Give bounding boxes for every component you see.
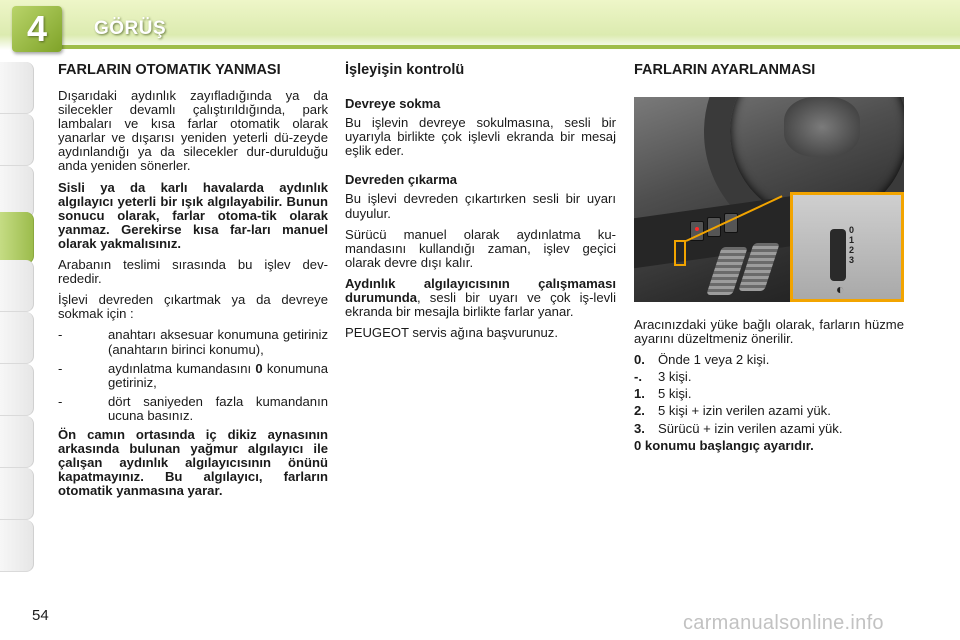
- manual-override-text: Sürücü manuel olarak aydınlatma ku-mandasını kullandığı zaman, işlev geçici olarak devre dışı kalır.: [345, 226, 616, 270]
- chapter-tab-2[interactable]: [0, 114, 34, 166]
- chapter-tab-8[interactable]: [0, 416, 34, 468]
- auto-lighting-column: [58, 62, 328, 505]
- headlamp-beam-icon: ◐: [836, 281, 845, 297]
- list-item: - anahtarı aksesuar konumuna getiriniz (anahtarın birinci konumu),: [58, 327, 328, 357]
- list-item: - dört saniyeden fazla kumandanın ucuna basınız.: [58, 393, 328, 423]
- switch-led: [695, 227, 699, 231]
- sensor-warning: Ön camın ortasında iç dikiz aynasının arkasında bulunan yağmur algılayıcı ile çalışan aydınlık algılayıcısının önünü kapatmayınız. Bu algılayıcı, farların otomatik yanmasına yarar.: [58, 426, 328, 499]
- steering-hub-shape: [784, 97, 860, 157]
- activation-text: Bu işlevin devreye sokulmasına, sesli bir uyarıyla birlikte çok işlevli ekranda bir mesaj eşlik eder.: [345, 115, 616, 159]
- toggle-instructions: İşlevi devreden çıkartmak ya da devreye sokmak için :: [58, 292, 328, 322]
- headlamp-adjust-heading: FARLARIN AYARLANMASI: [634, 62, 816, 78]
- deactivation-subheading: Devreden çıkarma: [345, 172, 458, 188]
- chapter-tab-9[interactable]: [0, 468, 34, 520]
- operation-check-column: [345, 62, 616, 347]
- headlamp-adjust-column: [634, 62, 904, 460]
- list-item: -. 3 kişi.: [634, 369, 692, 385]
- page-number: 54: [32, 607, 49, 624]
- list-item: 2. 5 kişi + izin verilen azami yük.: [634, 403, 831, 419]
- toggle-steps-list: [58, 328, 328, 423]
- fog-snow-warning: Sisli ya da karlı havalarda aydınlık algılayıcı yeterli bir ışık algılayabilir. Bunun sonucu olarak, farlar otoma-tik olarak yanmaz. Gerekirse kısa far-ları manuel olarak yakmalısınız.: [58, 179, 328, 251]
- operation-check-heading: İşleyişin kontrolü: [345, 62, 465, 78]
- list-item: - aydınlatma kumandasını 0 konumuna getiriniz,: [58, 360, 328, 390]
- activation-subheading: Devreye sokma: [345, 96, 441, 111]
- dial-marks: 0 1 2 3: [849, 225, 855, 265]
- list-item: 1. 5 kişi.: [634, 386, 692, 402]
- header-rule: [60, 45, 960, 49]
- dashboard-photo: [634, 97, 904, 302]
- highlight-zoom-box: [790, 192, 904, 302]
- delivery-note: Arabanın teslimi sırasında bu işlev dev-rededir.: [58, 257, 328, 287]
- chapter-tab-10[interactable]: [0, 520, 34, 572]
- chapter-tab-3[interactable]: [0, 166, 34, 218]
- highlight-small-box: [674, 240, 686, 266]
- chapter-tab-5[interactable]: [0, 260, 34, 312]
- list-item: 3. Sürücü + izin verilen azami yük.: [634, 420, 843, 436]
- headlamp-dial: [830, 229, 846, 281]
- service-contact-text: PEUGEOT servis ağına başvurunuz.: [345, 325, 558, 341]
- auto-lighting-intro: Dışarıdaki aydınlık zayıfladığında ya da silecekler devamlı çalıştırıldığında, park lambaları ve kısa farlar otomatik olarak yanarlar ve dışarısı yeniden yeterli dü-zeyde aydınlandığı ya da silecekler dur-durulduğu anda yeniden sönerler.: [58, 88, 328, 174]
- list-item: 0. Önde 1 veya 2 kişi.: [634, 352, 770, 368]
- adjust-intro: Aracınızdaki yüke bağlı olarak, farların hüzme ayarını düzeltmeniz önerilir.: [634, 317, 904, 347]
- chapter-tab-6[interactable]: [0, 312, 34, 364]
- chapter-number: 4: [26, 8, 48, 49]
- chapter-tab-1[interactable]: [0, 62, 34, 114]
- auto-lighting-heading: FARLARIN OTOMATIK YANMASI: [58, 62, 281, 78]
- watermark: carmanualsonline.info: [683, 612, 884, 634]
- chapter-title: GÖRÜŞ: [94, 18, 167, 39]
- chapter-tab-4-active[interactable]: [0, 212, 34, 264]
- sensor-failure-text: Aydınlık algılayıcısının çalışmaması durumunda, sesli bir uyarı ve çok iş-levli ekranda bir mesajla birlikte farlar yanar.: [345, 275, 616, 320]
- chapter-tab-7[interactable]: [0, 364, 34, 416]
- default-position-note: 0 konumu başlangıç ayarıdır.: [634, 437, 814, 453]
- deactivation-text: Bu işlevi devreden çıkartırken sesli bir uyarı duyulur.: [345, 191, 616, 221]
- load-legend: [634, 353, 904, 435]
